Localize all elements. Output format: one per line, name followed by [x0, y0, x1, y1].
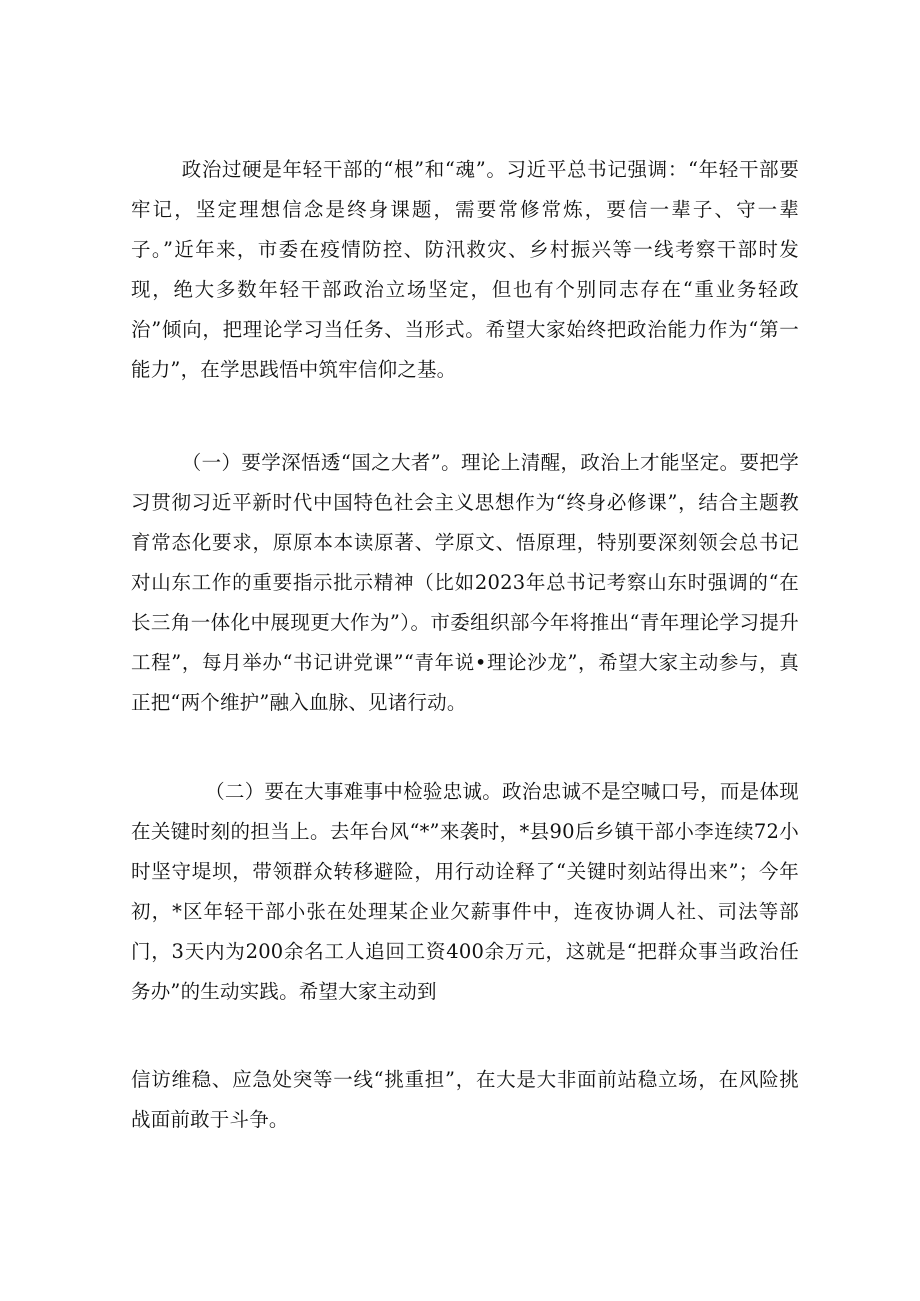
paragraph-section-two: （二）要在大事难事中检验忠诚。政治忠诚不是空喊口号，而是体现在关键时刻的担当上。去年台风“*”来袭时，*县90后乡镇干部小李连续72小时坚守堤坝，带领群众转移避险，用行动诠释了“关键时刻站得出来”；今年初，*区年轻干部小张在处理某企业欠薪事件中，连夜协调人社、司法等部门，3天内为200余名工人追回工资400余万元，这就是“把群众事当政治任务办”的生动实践。希望大家主动到 — [131, 780, 799, 1003]
paragraph-political-integrity: 政治过硬是年轻干部的“根”和“魂”。习近平总书记强调：“年轻干部要牢记，坚定理想信念是终身课题，需要常修常炼，要信一辈子、守一辈子。”近年来，市委在疫情防控、防汛救灾、乡村振兴等一线考察干部时发现，绝大多数年轻干部政治立场坚定，但也有个别同志存在“重业务轻政治”倾向，把理论学习当任务、当形式。希望大家始终把政治能力作为“第一能力”，在学思践悟中筑牢信仰之基。 — [131, 158, 799, 381]
paragraph-section-two-continued: 信访维稳、应急处突等一线“挑重担”，在大是大非面前站稳立场，在风险挑战面前敢于斗争。 — [131, 1068, 799, 1131]
paragraph-section-one: （一）要学深悟透“国之大者”。理论上清醒，政治上才能坚定。要把学习贯彻习近平新时代中国特色社会主义思想作为“终身必修课”，结合主题教育常态化要求，原原本本读原著、学原文、悟原理，特别要深刻领会总书记对山东工作的重要指示批示精神（比如2023年总书记考察山东时强调的“在长三角一体化中展现更大作为”）。市委组织部今年将推出“青年理论学习提升工程”，每月举办“书记讲党课”“青年说•理论沙龙”，希望大家主动参与，真正把“两个维护”融入血脉、见诸行动。 — [131, 451, 799, 714]
